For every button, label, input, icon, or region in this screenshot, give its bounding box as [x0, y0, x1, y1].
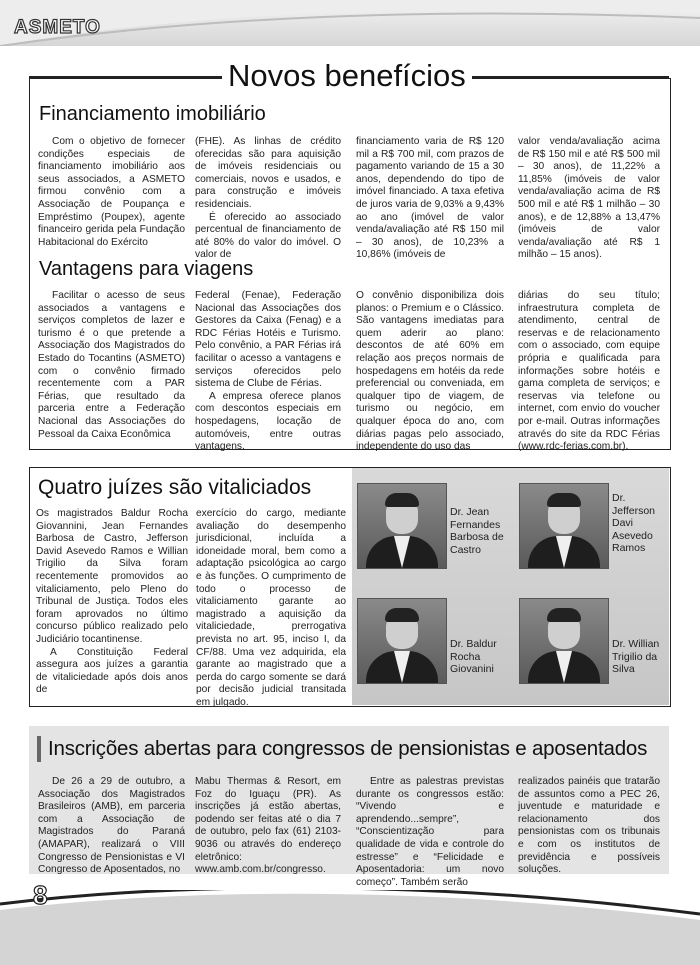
caption-baldur: Dr. Baldur Rocha Giovanini	[450, 638, 497, 676]
financing-col-2: (FHE). As linhas de crédito oferecidas são para aquisição de imóveis residenciais ou comerciais, novos e usados, e para construção e imóveis residenciais. É oferecido ao associado percentual de financiamento de até 80% do valor do imóvel. O valor de	[195, 136, 341, 261]
page-number: 8	[33, 880, 48, 910]
financing-col-1: Com o objetivo de fornecer condições especiais de financiamento imobiliário aos seus associados, a ASMETO firmou convênio com a Associação de Poupança e Empréstimo (Poupex), agente financeiro gerida pela Fundação Habitacional do Exército	[38, 136, 185, 248]
travel-heading: Vantagens para viagens	[39, 258, 254, 280]
caption-willian: Dr. Willian Trigilio da Silva	[612, 638, 660, 676]
judges-col-2: exercício do cargo, mediante avaliação do desempenho jurisdicional, incluída a idoneidade moral, bem como a adaptação psicológica ao cargo e às funções. O cumprimento de todo o processo de vitaliciamento garante ao magistrado a aquisição da vitaliciedade, prerrogativa prevista no art. 95, inciso I, da CF/88. Uma vez adquirida, ela garante ao magistrado que a perda do cargo somente se dará por decisão judicial transitada em julgado.	[196, 508, 346, 708]
congress-col-4: realizados painéis que tratarão de assuntos como a PEC 26, juventude e maturidade e relacionamento dos pensionistas com os tribunais e com os institutos de previdência e possíveis soluções.	[518, 776, 660, 876]
travel-col-3: O convênio disponibiliza dois planos: o Premium e o Clássico. São vantagens imediatas para quem aderir ao plano: descontos de até 60% em relação aos preços normais de hospedagens em hotéis da rede preferencial ou conveniada, em qualquer tipo de viagem, de turismo ou negócio, em qualquer época do ano, com diárias pagas pelo associado, independente do uso das	[356, 290, 504, 453]
photo-baldur	[357, 598, 447, 684]
congress-heading-bar	[37, 736, 41, 762]
congress-col-3: Entre as palestras previstas durante os congressos estão: “Vivendo e aprendendo...sempre”, “Conscientização para qualidade de vida e controle do estresse” e “Felicidade e Aposentadoria: um novo começo”. Também serão	[356, 776, 504, 888]
title-rule-left	[29, 76, 222, 78]
title-rule-right	[470, 76, 669, 78]
judges-heading: Quatro juízes são vitaliciados	[38, 476, 312, 499]
financing-col-3: financiamento varia de R$ 120 mil a R$ 700 mil, com prazos de pagamento variando de 15 a 30 anos, dependendo do tipo de imóvel financiado. A taxa efetiva de juros varia de 9,03% a 9,43% ao ano (imóvel de valor venda/avaliação até R$ 150 mil – 30 anos), de 10,23% a 10,86% (imóveis de	[356, 136, 504, 261]
asmeto-logo: ASMETO	[14, 17, 101, 38]
travel-col-4: diárias do seu título; infraestrutura completa de atendimento, central de reservas e de relacionamento com o associado, com equipe própria e qualificada para informações sobre hotéis e gama completa de serviços; e reservas via telefone ou internet, com envio do voucher por e-mail. Outras informações através do site da RDC Férias (www.rdc-ferias.com.br).	[518, 290, 660, 453]
congress-heading: Inscrições abertas para congressos de pensionistas e aposentados	[48, 737, 648, 760]
travel-col-1: Facilitar o acesso de seus associados a vantagens e serviços completos de lazer e turismo é o que pretende a Associação dos Magistrados do Estado do Tocantins (ASMETO) com o convênio firmado recentemente com a PAR Férias, que resultado da parceria entre a Federação Nacional das Associações do Pessoal da Caixa Econômica	[38, 290, 185, 440]
photo-jean	[357, 483, 447, 569]
financing-col-4: valor venda/avaliação acima de R$ 150 mil e até R$ 500 mil – 30 anos), de 11,22% a 11,85% (imóveis de valor venda/avaliação acima de R$ 500 mil e até R$ 1 milhão – 30 anos), e de 12,88% a 13,47% (imóveis de valor venda/avaliação até R$ 1 milhão – 15 anos).	[518, 136, 660, 261]
footer-swoosh	[0, 890, 700, 965]
photo-jefferson	[519, 483, 609, 569]
congress-col-2: Mabu Thermas & Resort, em Foz do Iguaçu (PR). As inscrições já estão abertas, podendo ser feitas até o dia 7 de outubro, pelo fax (61) 2103-9036 ou através do endereço eletrônico: www.amb.com.br/congresso.	[195, 776, 341, 876]
financing-heading: Financiamento imobiliário	[39, 103, 266, 125]
travel-col-2: Federal (Fenae), Federação Nacional das Associações dos Gestores da Caixa (Fenag) e a RDC Férias Hotéis e Turismo. Pelo convênio, a PAR Férias irá facilitar o acesso a vantagens e serviços oferecidos pelo sistema de Clube de Férias. A empresa oferece planos com descontos especiais em hospedagens, locação de automóveis, entre outras vantagens.	[195, 290, 341, 453]
caption-jefferson: Dr. Jefferson Davi Asevedo Ramos	[612, 492, 655, 555]
judges-col-1: Os magistrados Baldur Rocha Giovannini, Jean Fernandes Barbosa de Castro, Jefferson David Asevedo Ramos e Willian Trigilio da Silva foram recentemente promovidos ao vitaliciamento, pelo Pleno do Tribunal de Justiça. Todos eles foram aprovados no último concurso público realizado pelo Judiciário tocantinense. A Constituição Federal assegura aos juízes a garantia de vitaliciedade após dois anos de	[36, 508, 188, 696]
congress-col-1: De 26 a 29 de outubro, a Associação dos Magistrados Brasileiros (AMB), em parceria com a Associação de Magistrados do Paraná (AMAPAR), realizará o VIII Congresso de Pensionistas e VI Congresso de Aposentados, no	[38, 776, 185, 876]
header-swoosh	[0, 0, 700, 46]
photo-willian	[519, 598, 609, 684]
caption-jean: Dr. Jean Fernandes Barbosa de Castro	[450, 506, 504, 556]
section-title: Novos benefícios	[222, 58, 472, 94]
